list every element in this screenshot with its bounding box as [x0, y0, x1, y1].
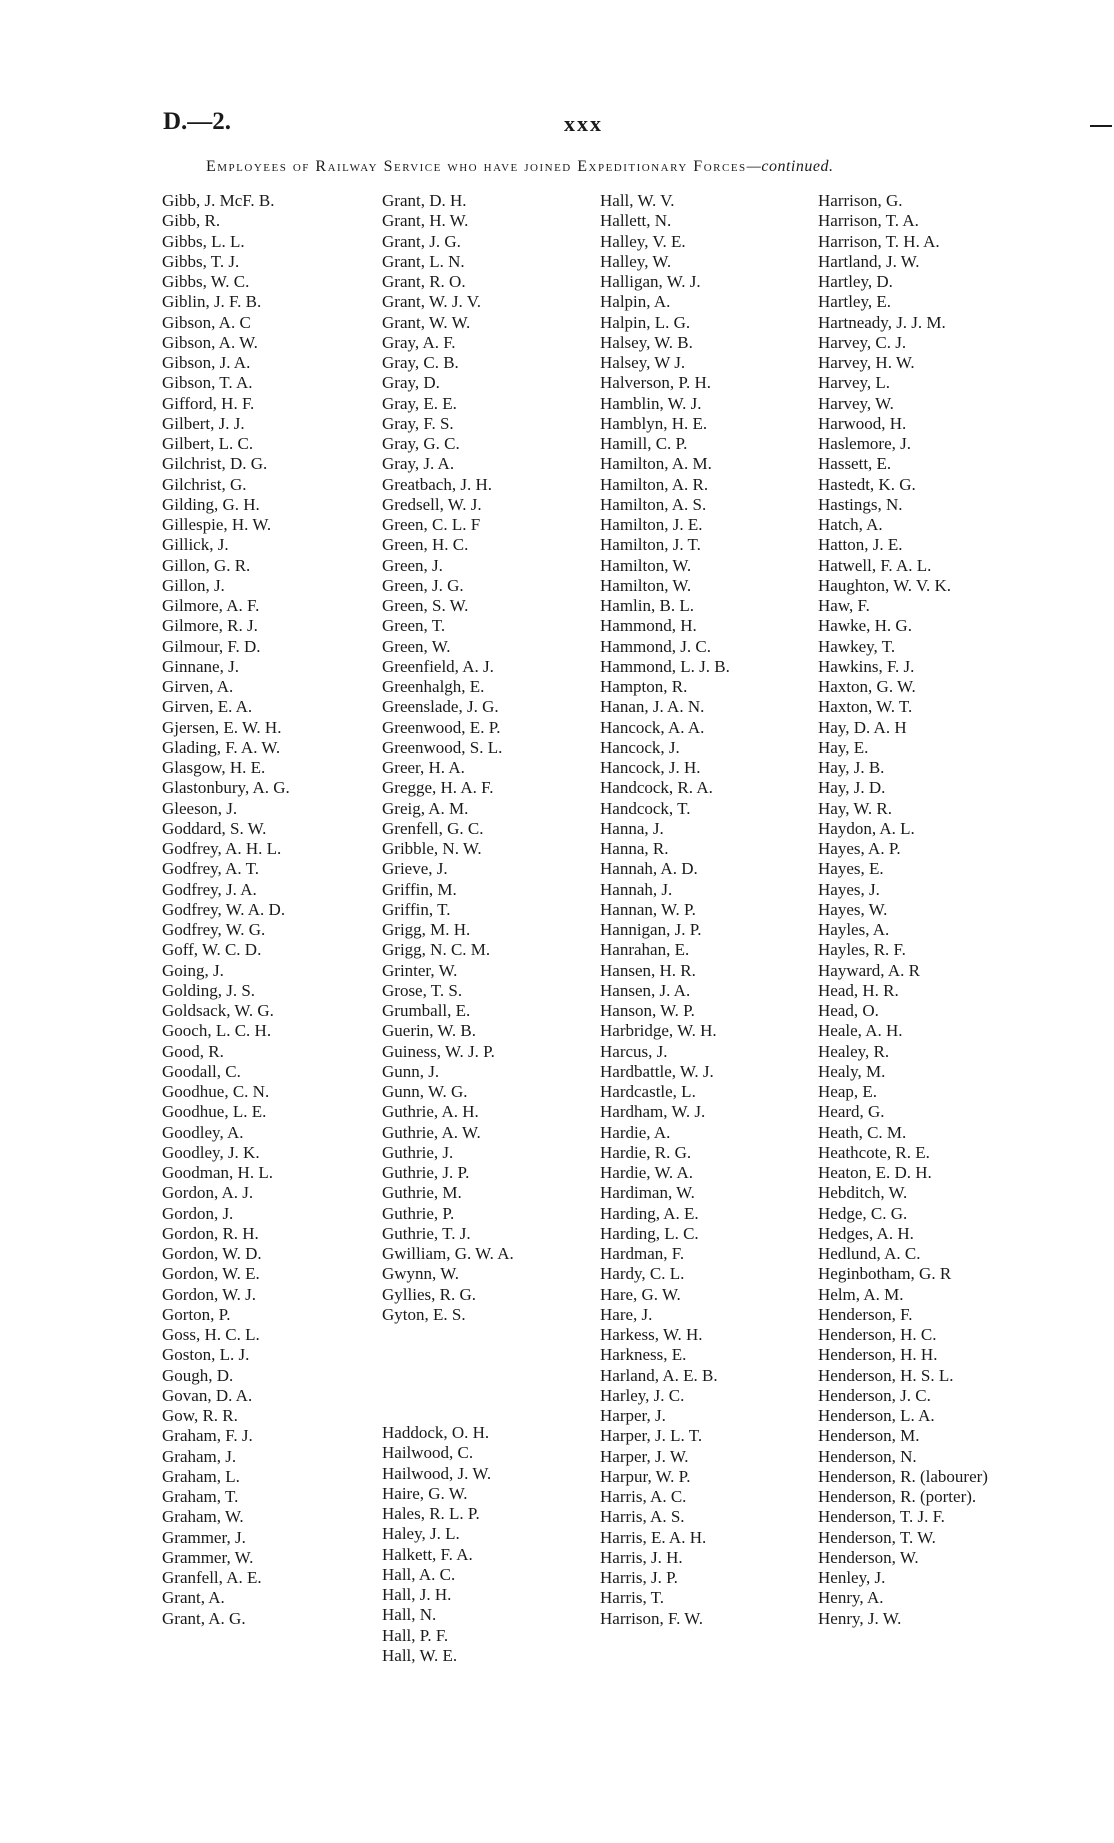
- list-item: Goodman, H. L.: [162, 1163, 273, 1182]
- list-item: Gray, A. F.: [382, 332, 456, 352]
- list-item: Henderson, R. (porter).: [818, 1487, 977, 1506]
- list-item: Harper, J.: [600, 1406, 666, 1425]
- list-item: Green, S. W.: [382, 596, 469, 615]
- list-item: Hatch, A.: [818, 515, 883, 534]
- list-item: Hardbattle, W. J.: [600, 1061, 714, 1081]
- list-item: Hales, R. L. P.: [382, 1504, 480, 1523]
- list-item: Hamblin, W. J.: [600, 393, 702, 413]
- list-item: Hannan, W. P.: [600, 899, 696, 919]
- list-item: Gyton, E. S.: [382, 1304, 466, 1324]
- list-item: Gooch, L. C. H.: [162, 1021, 272, 1041]
- list-item: Gunn, W. G.: [382, 1082, 468, 1101]
- list-item: Hanrahan, E.: [600, 940, 690, 960]
- list-item: Goodall, C.: [162, 1061, 241, 1081]
- list-item: Greenwood, E. P.: [382, 717, 501, 737]
- list-item: Head, H. R.: [818, 980, 899, 1000]
- list-item: Gorton, P.: [162, 1304, 231, 1324]
- list-item: Guthrie, J. P.: [382, 1163, 470, 1182]
- list-item: Gilchrist, G.: [162, 474, 247, 494]
- list-item: Hamilton, A. R.: [600, 474, 709, 494]
- list-item: Hare, J.: [600, 1304, 653, 1324]
- list-item: Hartley, E.: [818, 292, 892, 312]
- list-item: Harris, E. A. H.: [600, 1527, 707, 1547]
- list-item: Hamilton, J. E.: [600, 515, 703, 534]
- list-item: Gray, D.: [382, 373, 440, 393]
- list-item: Henry, A.: [818, 1588, 884, 1608]
- list-item: Grant, W. J. V.: [382, 292, 482, 312]
- list-item: Hatton, J. E.: [818, 535, 903, 555]
- list-item: Hannigan, J. P.: [600, 920, 702, 939]
- list-item: Henderson, H. C.: [818, 1325, 937, 1344]
- list-item: Harvey, W.: [818, 393, 894, 413]
- list-item: Henderson, F.: [818, 1304, 913, 1324]
- list-item: Graham, L.: [162, 1466, 240, 1486]
- list-item: Halley, V. E.: [600, 231, 686, 251]
- list-item: Hamill, C. P.: [600, 434, 688, 453]
- list-item: Harper, J. L. T.: [600, 1426, 703, 1446]
- list-item: Heard, G.: [818, 1102, 885, 1122]
- list-item: Grant, W. W.: [382, 312, 471, 332]
- list-item: Gillon, J.: [162, 575, 225, 595]
- list-item: Hawke, H. G.: [818, 616, 912, 636]
- list-item: Godfrey, W. A. D.: [162, 899, 286, 919]
- list-item: Hamilton, J. T.: [600, 535, 701, 555]
- list-item: Harbridge, W. H.: [600, 1021, 717, 1041]
- list-item: Goston, L. J.: [162, 1345, 250, 1365]
- list-item: Harrison, T. A.: [818, 211, 919, 231]
- list-item: Goff, W. C. D.: [162, 940, 262, 960]
- list-item: Healy, M.: [818, 1061, 886, 1081]
- list-item: Henderson, H. H.: [818, 1345, 938, 1365]
- list-item: Haxton, G. W.: [818, 677, 916, 696]
- list-item: Grammer, W.: [162, 1547, 254, 1567]
- list-item: Harris, A. S.: [600, 1507, 685, 1527]
- list-item: Ginnane, J.: [162, 656, 239, 676]
- list-item: Haw, F.: [818, 596, 870, 615]
- list-item: Harpur, W. P.: [600, 1466, 691, 1486]
- list-item: Guthrie, M.: [382, 1183, 462, 1203]
- list-item: Grieve, J.: [382, 859, 448, 879]
- list-item: Graham, J.: [162, 1446, 237, 1466]
- list-item: Henderson, W.: [818, 1547, 919, 1567]
- list-item: Greer, H. A.: [382, 758, 465, 777]
- list-item: Hayes, J.: [818, 879, 880, 899]
- list-item: Halverson, P. H.: [600, 373, 711, 393]
- list-item: Grant, D. H.: [382, 191, 467, 210]
- list-item: Hamilton, A. M.: [600, 454, 712, 474]
- list-item: Hastedt, K. G.: [818, 474, 916, 494]
- subtitle-continued: —continued.: [746, 158, 834, 175]
- list-item: Harrison, G.: [818, 191, 903, 210]
- list-item: Henderson, T. W.: [818, 1527, 936, 1547]
- list-item: Gilmour, F. D.: [162, 636, 261, 656]
- list-item: Guthrie, T. J.: [382, 1223, 471, 1243]
- list-item: Gilbert, L. C.: [162, 434, 254, 453]
- list-item: Harvey, C. J.: [818, 332, 907, 352]
- list-item: Gibb, R.: [162, 211, 221, 231]
- list-item: Harland, A. E. B.: [600, 1365, 718, 1385]
- list-item: Hamilton, W.: [600, 555, 692, 575]
- list-item: Goddard, S. W.: [162, 818, 267, 838]
- list-item: Gordon, J.: [162, 1203, 234, 1223]
- names-column-1: [162, 191, 290, 1629]
- list-item: Haddock, O. H.: [382, 1423, 490, 1442]
- names-column-2-bottom: [382, 1423, 491, 1666]
- list-item: Gibbs, T. J.: [162, 251, 240, 271]
- list-item: Hayward, A. R: [818, 960, 920, 980]
- list-item: Harris, J. P.: [600, 1568, 678, 1587]
- list-item: Hancock, A. A.: [600, 717, 705, 737]
- list-item: Gilding, G. H.: [162, 494, 260, 514]
- header-dash: [1090, 125, 1112, 127]
- list-item: Halpin, A.: [600, 292, 671, 312]
- subtitle-main: Employees of Railway Service who have joined Expeditionary Forces: [206, 158, 747, 175]
- list-item: Hamilton, A. S.: [600, 494, 707, 514]
- list-item: Hedge, C. G.: [818, 1203, 908, 1223]
- list-item: Hardman, F.: [600, 1244, 685, 1263]
- list-item: Grumball, E.: [382, 1001, 471, 1020]
- list-item: Hartland, J. W.: [818, 251, 920, 271]
- list-item: Harper, J. W.: [600, 1446, 689, 1466]
- list-item: Grigg, M. H.: [382, 920, 471, 939]
- list-item: Gow, R. R.: [162, 1406, 238, 1425]
- list-item: Hayes, W.: [818, 899, 888, 919]
- list-item: Goss, H. C. L.: [162, 1325, 260, 1344]
- list-item: Gough, D.: [162, 1365, 234, 1385]
- page-number: xxx: [564, 111, 603, 136]
- list-item: Gibson, A. C: [162, 312, 251, 332]
- list-item: Golding, J. S.: [162, 980, 256, 1000]
- list-item: Hay, E.: [818, 737, 869, 757]
- list-item: Hardiman, W.: [600, 1183, 695, 1203]
- list-item: Gordon, R. H.: [162, 1223, 259, 1243]
- list-item: Gibbs, W. C.: [162, 272, 250, 291]
- list-item: Hammond, H.: [600, 616, 697, 636]
- list-item: Green, J. G.: [382, 575, 464, 595]
- list-item: Goodhue, C. N.: [162, 1082, 270, 1101]
- list-item: Gordon, W. D.: [162, 1244, 262, 1263]
- list-item: Hamblyn, H. E.: [600, 413, 708, 433]
- list-item: Hanna, R.: [600, 839, 669, 858]
- list-item: Hay, W. R.: [818, 798, 892, 818]
- list-item: Hallett, N.: [600, 211, 672, 231]
- list-item: Harkess, W. H.: [600, 1325, 703, 1344]
- list-item: Graham, F. J.: [162, 1426, 253, 1446]
- list-item: Grant, J. G.: [382, 231, 461, 251]
- list-item: Henry, J. W.: [818, 1608, 902, 1628]
- list-item: Grigg, N. C. M.: [382, 940, 491, 960]
- list-item: Harris, T.: [600, 1588, 665, 1608]
- list-item: Graham, W.: [162, 1507, 244, 1527]
- list-item: Harcus, J.: [600, 1041, 668, 1061]
- list-item: Grenfell, G. C.: [382, 818, 484, 838]
- list-item: Haydon, A. L.: [818, 818, 915, 838]
- list-item: Harris, J. H.: [600, 1547, 683, 1567]
- list-item: Grinter, W.: [382, 960, 458, 980]
- list-item: Griffin, M.: [382, 879, 457, 899]
- list-item: Gifford, H. F.: [162, 393, 255, 413]
- list-item: Greenfield, A. J.: [382, 656, 494, 676]
- list-item: Gyllies, R. G.: [382, 1284, 476, 1304]
- list-item: Hall, P. F.: [382, 1625, 449, 1645]
- list-item: Grose, T. S.: [382, 980, 463, 1000]
- list-item: Goodley, A.: [162, 1122, 244, 1142]
- list-item: Gjersen, E. W. H.: [162, 717, 282, 737]
- list-item: Gordon, W. J.: [162, 1284, 256, 1304]
- list-item: Hall, A. C.: [382, 1564, 456, 1584]
- list-item: Grant, L. N.: [382, 251, 465, 271]
- list-item: Hartley, D.: [818, 272, 893, 291]
- list-item: Guthrie, A. W.: [382, 1122, 481, 1142]
- list-item: Hall, W. V.: [600, 191, 675, 210]
- list-item: Halsey, W. B.: [600, 332, 693, 352]
- list-item: Gredsell, W. J.: [382, 494, 482, 514]
- list-item: Gray, F. S.: [382, 413, 454, 433]
- list-item: Guthrie, P.: [382, 1203, 455, 1223]
- list-item: Godfrey, J. A.: [162, 879, 257, 899]
- list-item: Hayes, E.: [818, 859, 884, 879]
- list-item: Harkness, E.: [600, 1345, 687, 1365]
- section-code: D.—2.: [163, 108, 232, 135]
- list-item: Greenhalgh, E.: [382, 677, 485, 696]
- list-item: Handcock, R. A.: [600, 778, 713, 798]
- list-item: Henderson, L. A.: [818, 1406, 935, 1425]
- names-column-2-top: [382, 191, 514, 1325]
- list-item: Hanan, J. A. N.: [600, 697, 705, 717]
- list-item: Harding, A. E.: [600, 1203, 699, 1223]
- list-item: Hardie, R. G.: [600, 1142, 692, 1162]
- list-item: Granfell, A. E.: [162, 1568, 262, 1587]
- list-item: Hay, J. D.: [818, 778, 886, 798]
- list-item: Gleeson, J.: [162, 798, 238, 818]
- list-item: Heale, A. H.: [818, 1021, 903, 1041]
- list-item: Hedlund, A. C.: [818, 1244, 921, 1263]
- list-item: Harvey, L.: [818, 373, 891, 393]
- list-item: Guthrie, J.: [382, 1142, 454, 1162]
- list-item: Haughton, W. V. K.: [818, 575, 952, 595]
- list-item: Glasgow, H. E.: [162, 758, 266, 777]
- list-item: Henley, J.: [818, 1568, 886, 1587]
- list-item: Hamilton, W.: [600, 575, 692, 595]
- list-item: Gibson, T. A.: [162, 373, 253, 393]
- list-item: Griffin, T.: [382, 899, 451, 919]
- list-item: Hawkins, F. J.: [818, 656, 915, 676]
- list-item: Hay, D. A. H: [818, 717, 907, 737]
- list-item: Gray, G. C.: [382, 434, 460, 453]
- list-item: Hardie, W. A.: [600, 1163, 694, 1182]
- list-item: Gordon, W. E.: [162, 1264, 260, 1284]
- list-item: Harding, L. C.: [600, 1223, 699, 1243]
- list-item: Hardham, W. J.: [600, 1102, 706, 1122]
- list-item: Heginbotham, G. R: [818, 1264, 952, 1284]
- list-item: Guerin, W. B.: [382, 1021, 476, 1041]
- list-item: Glastonbury, A. G.: [162, 778, 290, 798]
- list-item: Hanna, J.: [600, 818, 664, 838]
- list-item: Heap, E.: [818, 1082, 878, 1101]
- list-item: Gunn, J.: [382, 1061, 440, 1081]
- list-item: Gilchrist, D. G.: [162, 454, 268, 474]
- list-item: Hardcastle, L.: [600, 1082, 696, 1101]
- list-item: Gwilliam, G. W. A.: [382, 1244, 514, 1263]
- list-item: Halpin, L. G.: [600, 312, 691, 332]
- list-item: Godfrey, A. T.: [162, 859, 259, 879]
- list-item: Halligan, W. J.: [600, 272, 701, 291]
- list-item: Gray, E. E.: [382, 393, 457, 413]
- list-subtitle: [206, 158, 833, 176]
- list-item: Hall, N.: [382, 1605, 437, 1625]
- list-item: Green, W.: [382, 636, 451, 656]
- list-item: Haxton, W. T.: [818, 697, 913, 717]
- list-item: Hatwell, F. A. L.: [818, 555, 932, 575]
- list-item: Hanson, W. P.: [600, 1001, 695, 1020]
- list-item: Henderson, M.: [818, 1426, 920, 1446]
- list-item: Grant, A. G.: [162, 1608, 246, 1628]
- list-item: Godfrey, W. G.: [162, 920, 266, 939]
- list-item: Hassett, E.: [818, 454, 892, 474]
- list-item: Gibb, J. McF. B.: [162, 191, 275, 210]
- list-item: Greatbach, J. H.: [382, 474, 492, 494]
- list-item: Hansen, H. R.: [600, 960, 696, 980]
- list-item: Hayes, A. P.: [818, 839, 901, 858]
- list-item: Hayles, R. F.: [818, 940, 906, 960]
- list-item: Hannah, J.: [600, 879, 673, 899]
- list-item: Haslemore, J.: [818, 434, 912, 453]
- list-item: Hailwood, C.: [382, 1443, 474, 1463]
- list-item: Henderson, R. (labourer): [818, 1466, 988, 1486]
- list-item: Going, J.: [162, 960, 224, 980]
- list-item: Heath, C. M.: [818, 1122, 907, 1142]
- list-item: Heaton, E. D. H.: [818, 1163, 932, 1182]
- list-item: Harris, A. C.: [600, 1487, 687, 1506]
- list-item: Hansen, J. A.: [600, 980, 691, 1000]
- list-item: Gordon, A. J.: [162, 1183, 254, 1203]
- list-item: Goodley, J. K.: [162, 1142, 260, 1162]
- list-item: Graham, T.: [162, 1487, 239, 1506]
- list-item: Hall, W. E.: [382, 1645, 458, 1665]
- names-column-4: [818, 191, 988, 1629]
- list-item: Henderson, H. S. L.: [818, 1365, 954, 1385]
- list-item: Harwood, H.: [818, 413, 907, 433]
- list-item: Grant, R. O.: [382, 272, 466, 291]
- list-item: Helm, A. M.: [818, 1284, 904, 1304]
- list-item: Green, T.: [382, 616, 446, 636]
- list-item: Harvey, H. W.: [818, 353, 915, 372]
- list-item: Giblin, J. F. B.: [162, 292, 262, 312]
- list-item: Hastings, N.: [818, 494, 903, 514]
- list-item: Green, J.: [382, 555, 443, 575]
- list-item: Gilmore, R. J.: [162, 616, 258, 636]
- list-item: Girven, E. A.: [162, 697, 253, 717]
- list-item: Good, R.: [162, 1041, 224, 1061]
- list-item: Hardie, A.: [600, 1122, 671, 1142]
- list-item: Gribble, N. W.: [382, 839, 482, 858]
- list-item: Hancock, J. H.: [600, 758, 701, 777]
- list-item: Goodhue, L. E.: [162, 1102, 267, 1122]
- list-item: Hartneady, J. J. M.: [818, 312, 946, 332]
- list-item: Govan, D. A.: [162, 1385, 253, 1405]
- list-item: Heathcote, R. E.: [818, 1142, 930, 1162]
- list-item: Hayles, A.: [818, 920, 890, 939]
- list-item: Hailwood, J. W.: [382, 1463, 492, 1483]
- list-item: Grant, H. W.: [382, 211, 469, 231]
- list-item: Hall, J. H.: [382, 1585, 452, 1604]
- list-item: Gilmore, A. F.: [162, 596, 260, 615]
- list-item: Godfrey, A. H. L.: [162, 839, 282, 858]
- list-item: Henderson, J. C.: [818, 1385, 931, 1405]
- list-item: Healey, R.: [818, 1041, 890, 1061]
- list-item: Girven, A.: [162, 677, 234, 696]
- list-item: Hardy, C. L.: [600, 1264, 685, 1284]
- list-item: Guthrie, A. H.: [382, 1102, 479, 1122]
- list-item: Hay, J. B.: [818, 758, 885, 777]
- list-item: Glading, F. A. W.: [162, 737, 281, 757]
- list-item: Gillespie, H. W.: [162, 515, 272, 534]
- list-item: Gilbert, J. J.: [162, 413, 245, 433]
- list-item: Henderson, T. J. F.: [818, 1507, 945, 1527]
- list-item: Greenwood, S. L.: [382, 737, 503, 757]
- list-item: Grammer, J.: [162, 1527, 246, 1547]
- list-item: Hampton, R.: [600, 677, 688, 696]
- list-item: Handcock, T.: [600, 798, 691, 818]
- list-item: Goldsack, W. G.: [162, 1001, 274, 1020]
- list-item: Gibson, J. A.: [162, 353, 251, 372]
- list-item: Green, H. C.: [382, 535, 469, 555]
- names-column-2: [382, 191, 514, 1325]
- list-item: Green, C. L. F: [382, 515, 481, 534]
- list-item: Harrison, F. W.: [600, 1608, 704, 1628]
- list-item: Gregge, H. A. F.: [382, 778, 494, 798]
- list-item: Harley, J. C.: [600, 1385, 685, 1405]
- list-item: Greig, A. M.: [382, 798, 469, 818]
- list-item: Gwynn, W.: [382, 1264, 459, 1284]
- list-item: Halsey, W J.: [600, 353, 686, 372]
- list-item: Hawkey, T.: [818, 636, 896, 656]
- list-item: Henderson, N.: [818, 1446, 917, 1466]
- list-item: Greenslade, J. G.: [382, 697, 499, 717]
- list-item: Haire, G. W.: [382, 1483, 468, 1503]
- list-item: Gillick, J.: [162, 535, 229, 555]
- list-item: Gray, C. B.: [382, 353, 459, 372]
- list-item: Haley, J. L.: [382, 1524, 460, 1544]
- list-item: Gillon, G. R.: [162, 555, 251, 575]
- list-item: Gray, J. A.: [382, 454, 455, 474]
- list-item: Head, O.: [818, 1001, 879, 1020]
- list-item: Halkett, F. A.: [382, 1544, 473, 1564]
- list-item: Hancock, J.: [600, 737, 680, 757]
- list-item: Grant, A.: [162, 1588, 225, 1608]
- list-item: Hamlin, B. L.: [600, 596, 694, 615]
- list-item: Hare, G. W.: [600, 1284, 681, 1304]
- list-item: Gibson, A. W.: [162, 332, 258, 352]
- names-column-3: [600, 191, 730, 1629]
- list-item: Guiness, W. J. P.: [382, 1041, 495, 1061]
- list-item: Halley, W.: [600, 251, 672, 271]
- list-item: Gibbs, L. L.: [162, 231, 245, 251]
- list-item: Hammond, J. C.: [600, 636, 711, 656]
- list-item: Harrison, T. H. A.: [818, 231, 940, 251]
- list-item: Hammond, L. J. B.: [600, 656, 730, 676]
- list-item: Hedges, A. H.: [818, 1223, 914, 1243]
- list-item: Hannah, A. D.: [600, 859, 698, 879]
- list-item: Hebditch, W.: [818, 1183, 908, 1203]
